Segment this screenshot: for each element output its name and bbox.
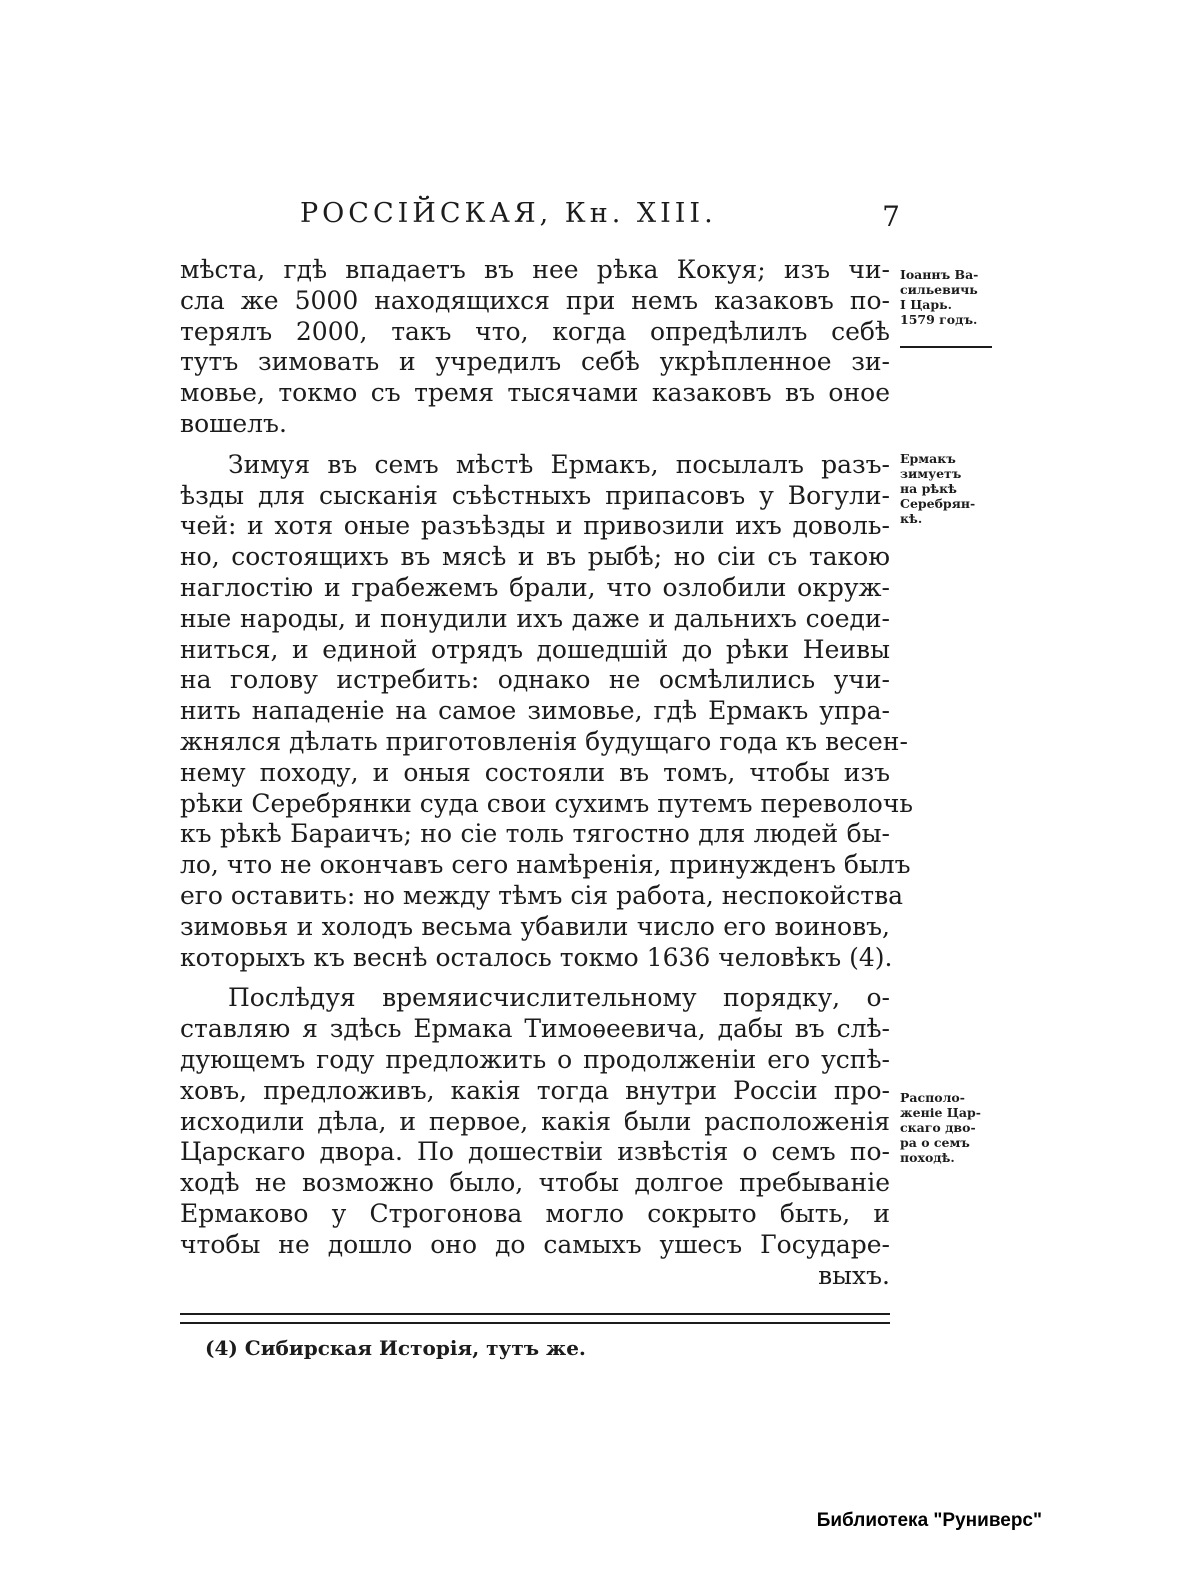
text-line: но, состоящихъ въ мясѣ и въ рыбѣ; но сіи съ такою bbox=[180, 542, 890, 572]
text-line: мѣста, гдѣ впадаетъ въ нее рѣка Кокуя; изъ чи- bbox=[180, 255, 890, 284]
text-line: дующемъ году предложить о продолженіи его успѣ- bbox=[180, 1044, 890, 1074]
margin-note-line: походѣ. bbox=[900, 1150, 955, 1165]
margin-note-line: ра о семъ bbox=[900, 1135, 970, 1150]
margin-note-line: I Царь. bbox=[900, 297, 952, 312]
text-line: его оставить: но между тѣмъ сія работа, неспокойства bbox=[180, 880, 904, 910]
text-line: ѣзды для сысканія съѣстныхъ припасовъ у Вогули- bbox=[180, 480, 890, 510]
text-line: мовье, токмо съ тремя тысячами казаковъ въ оное bbox=[180, 378, 890, 408]
running-head bbox=[300, 198, 900, 238]
text-line: наглостію и грабежемъ брали, что озлобили окруж- bbox=[180, 572, 890, 602]
library-watermark: Библиотека "Руниверс" bbox=[816, 1510, 1042, 1531]
margin-note-line: Іоаннъ Ва- bbox=[900, 267, 979, 282]
margin-note-line: на рѣкѣ bbox=[900, 481, 957, 496]
text-line: нему походу, и оныя состояли въ томъ, чтобы изъ bbox=[180, 757, 890, 787]
margin-note-court bbox=[900, 1090, 996, 1165]
footnote: (4) Сибирская Исторія, тутъ же. bbox=[205, 1336, 586, 1360]
text-line: ные народы, и понудили ихъ даже и дальнихъ соеди- bbox=[180, 603, 890, 633]
margin-note-line: Ермакъ bbox=[900, 451, 956, 466]
margin-note-line: скаго дво- bbox=[900, 1120, 976, 1135]
text-line: чтобы не дошло оно до самыхъ ушесъ Государе- bbox=[180, 1229, 890, 1259]
margin-note-ermak bbox=[900, 451, 996, 526]
text-line: ставляю я здѣсь Ермака Тимоѳеевича, дабы въ слѣ- bbox=[180, 1014, 890, 1044]
text-line: тутъ зимовать и учредилъ себѣ укрѣпленное зи- bbox=[180, 347, 890, 377]
text-line: Ермаково у Строгонова могло сокрыто быть, и bbox=[180, 1198, 890, 1228]
margin-note-line: Располо- bbox=[900, 1090, 965, 1105]
footnote-rule bbox=[180, 1322, 890, 1324]
text-line: выхъ. bbox=[818, 1260, 890, 1290]
text-line: чей: и хотя оные разъѣзды и привозили ихъ доволь- bbox=[180, 511, 890, 541]
margin-note-rule bbox=[900, 346, 992, 348]
margin-note-line: женіе Цар- bbox=[900, 1105, 981, 1120]
text-line: на голову истребить: однако не осмѣлились учи- bbox=[180, 665, 890, 695]
margin-note-line: зимуетъ bbox=[900, 466, 962, 481]
text-line: ло, что не окончавъ сего намѣренія, принужденъ былъ bbox=[180, 850, 911, 880]
running-title: РОССІЙСКАЯ, Кн. XIII. bbox=[300, 198, 717, 229]
text-line: которыхъ къ веснѣ осталось токмо 1636 человѣкъ (4). bbox=[180, 942, 893, 972]
text-line: Зимуя въ семъ мѣстѣ Ермакъ, посылалъ разъ- bbox=[228, 449, 890, 479]
margin-note-line: Серебрян- bbox=[900, 496, 976, 511]
margin-note-line: сильевичь bbox=[900, 282, 978, 297]
text-line: ниться, и единой отрядъ дошедшій до рѣки Неивы bbox=[180, 634, 890, 664]
text-line: ховъ, предложивъ, какія тогда внутри Россіи про- bbox=[180, 1075, 890, 1105]
body-text bbox=[180, 255, 913, 1291]
text-line: къ рѣкѣ Бараичъ; но сіе толь тягостно для людей бы- bbox=[180, 819, 890, 849]
margin-note-line: кѣ. bbox=[900, 511, 923, 526]
text-line: вошелъ. bbox=[180, 408, 287, 438]
text-line: жнялся дѣлать приготовленія будущаго года къ весен- bbox=[180, 726, 908, 756]
text-line: нить нападеніе на самое зимовье, гдѣ Ермакъ упра- bbox=[180, 696, 890, 726]
margin-note-ioann bbox=[900, 267, 996, 327]
text-line: терялъ 2000, такъ что, когда опредѣлилъ себѣ bbox=[180, 316, 890, 346]
text-line: исходили дѣла, и первое, какія были расположенія bbox=[180, 1106, 890, 1136]
text-line: сла же 5000 находящихся при немъ казаковъ по- bbox=[180, 285, 890, 315]
margin-note-line: 1579 годъ. bbox=[900, 312, 978, 327]
text-line: ходѣ не возможно было, чтобы долгое пребываніе bbox=[180, 1168, 890, 1198]
footnote-rule bbox=[180, 1313, 890, 1315]
text-line: Послѣдуя времяисчислительному порядку, о- bbox=[228, 983, 890, 1013]
text-line: рѣки Серебрянки суда свои сухимъ путемъ переволочь bbox=[180, 788, 913, 818]
text-line: зимовья и холодъ весьма убавили число его воиновъ, bbox=[180, 911, 890, 941]
page-number: 7 bbox=[882, 200, 900, 233]
text-line: Царскаго двора. По дошествіи извѣстія о семъ по- bbox=[180, 1137, 890, 1167]
